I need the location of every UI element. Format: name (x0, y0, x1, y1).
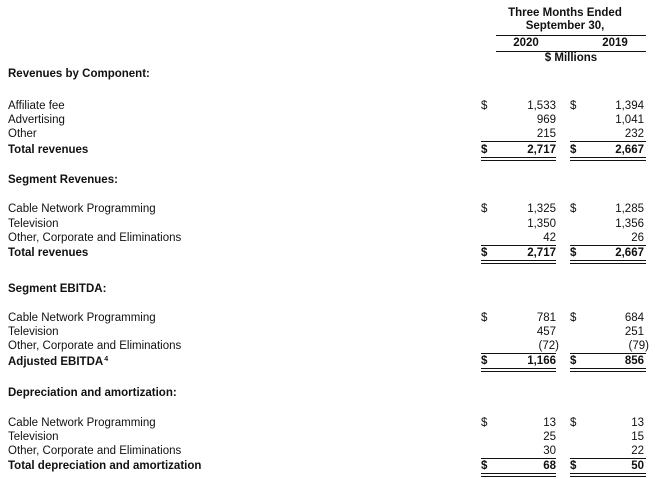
value-2019: 13 (631, 417, 644, 429)
total-value-2019: 856 (624, 355, 644, 367)
row-label: Advertising (8, 114, 65, 126)
total-label: Total revenues (8, 247, 89, 259)
value-2020: 969 (536, 114, 556, 126)
value-2020: 457 (536, 326, 556, 338)
value-2019: 26 (631, 232, 644, 244)
value-2019: (79) (628, 340, 649, 352)
subtotal-rule-2019 (570, 353, 646, 354)
year-2019-header: 2019 (602, 37, 628, 49)
row-label: Television (8, 431, 59, 443)
total-value-2020: 68 (543, 460, 556, 472)
value-2019: 1,394 (615, 100, 644, 112)
value-2019: 232 (624, 128, 644, 140)
section-title: Depreciation and amortization: (8, 387, 177, 399)
currency-symbol: $ (481, 355, 488, 367)
value-2019: 22 (631, 445, 644, 457)
year-2020-header: 2020 (513, 37, 539, 49)
currency-symbol: $ (481, 100, 488, 112)
total-double-rule-2019 (570, 157, 646, 161)
total-double-rule-2019 (570, 473, 646, 477)
value-2020: 781 (536, 312, 556, 324)
currency-symbol: $ (481, 203, 488, 215)
total-value-2020: 2,717 (527, 144, 556, 156)
currency-symbol: $ (570, 100, 577, 112)
total-double-rule-2020 (481, 368, 556, 372)
total-double-rule-2020 (481, 157, 556, 161)
total-value-2019: 50 (631, 460, 644, 472)
currency-symbol: $ (570, 144, 577, 156)
row-label: Other, Corporate and Eliminations (8, 232, 182, 244)
subtotal-rule-2020 (481, 141, 556, 142)
row-label: Other, Corporate and Eliminations (8, 340, 182, 352)
total-label (8, 356, 108, 369)
currency-symbol: $ (570, 312, 577, 324)
value-2019: 1,041 (615, 114, 644, 126)
currency-symbol: $ (481, 144, 488, 156)
value-2020: 42 (543, 232, 556, 244)
value-2020: (72) (538, 340, 559, 352)
total-value-2020: 2,717 (527, 247, 556, 259)
section-title: Segment Revenues: (8, 174, 118, 186)
currency-symbol: $ (481, 417, 488, 429)
total-value-2019: 2,667 (615, 144, 644, 156)
total-double-rule-2020 (481, 473, 556, 477)
row-label: Cable Network Programming (8, 417, 156, 429)
section-title: Revenues by Component: (8, 68, 150, 80)
row-label: Other (8, 128, 37, 140)
total-label: Total revenues (8, 144, 89, 156)
total-label: Total depreciation and amortization (8, 460, 202, 472)
subtotal-rule-2019 (570, 245, 646, 246)
value-2020: 1,350 (527, 218, 556, 230)
value-2019: 1,285 (615, 203, 644, 215)
total-value-2020: 1,166 (527, 355, 556, 367)
header-rule-top (496, 35, 646, 36)
value-2020: 215 (536, 128, 556, 140)
subtotal-rule-2019 (570, 141, 646, 142)
row-label: Affiliate fee (8, 100, 65, 112)
row-label: Television (8, 326, 59, 338)
total-double-rule-2019 (570, 368, 646, 372)
section-title: Segment EBITDA: (8, 283, 107, 295)
footnote-marker: 4 (104, 356, 109, 363)
subtotal-rule-2019 (570, 458, 646, 459)
value-2020: 13 (543, 417, 556, 429)
row-label: Cable Network Programming (8, 203, 156, 215)
currency-symbol: $ (481, 460, 488, 472)
value-2020: 1,325 (527, 203, 556, 215)
row-label: Other, Corporate and Eliminations (8, 445, 182, 457)
period-title-line1: Three Months Ended (508, 7, 622, 19)
value-2019: 251 (624, 326, 644, 338)
value-2020: 25 (543, 431, 556, 443)
currency-symbol: $ (570, 417, 577, 429)
currency-symbol: $ (570, 203, 577, 215)
value-2020: 30 (543, 445, 556, 457)
total-value-2019: 2,667 (615, 247, 644, 259)
value-2020: 1,533 (527, 100, 556, 112)
currency-symbol: $ (570, 355, 577, 367)
currency-symbol: $ (481, 247, 488, 259)
value-2019: 1,356 (615, 218, 644, 230)
currency-symbol: $ (570, 460, 577, 472)
value-2019: 684 (624, 312, 644, 324)
currency-symbol: $ (570, 247, 577, 259)
total-double-rule-2020 (481, 260, 556, 264)
units-header: $ Millions (544, 52, 598, 64)
row-label: Television (8, 218, 59, 230)
period-title-line2: September 30, (525, 20, 605, 32)
subtotal-rule-2020 (481, 353, 556, 354)
total-label-text: Adjusted EBITDA (8, 356, 104, 368)
row-label: Cable Network Programming (8, 312, 156, 324)
currency-symbol: $ (481, 312, 488, 324)
total-double-rule-2019 (570, 260, 646, 264)
subtotal-rule-2020 (481, 458, 556, 459)
subtotal-rule-2020 (481, 245, 556, 246)
value-2019: 15 (631, 431, 644, 443)
